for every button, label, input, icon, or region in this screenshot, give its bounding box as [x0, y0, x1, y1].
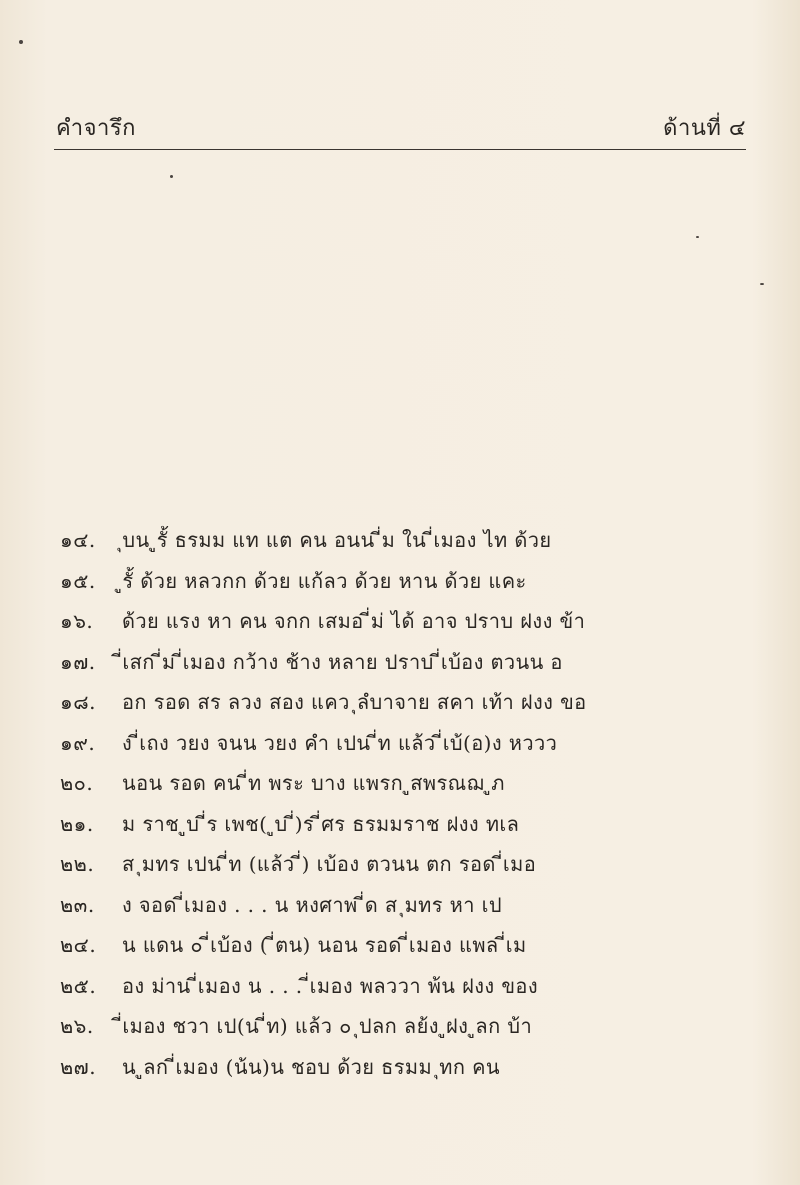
- line-number: ๒๒.: [60, 852, 95, 877]
- inscription-line: [60, 601, 760, 642]
- inscription-line: [60, 642, 760, 683]
- inscription-lines: [60, 520, 760, 1087]
- line-number: ๑๕.: [60, 568, 96, 593]
- page-header: [56, 110, 746, 150]
- inscription-line: [60, 520, 760, 561]
- line-number: ๒๐.: [60, 771, 94, 796]
- inscription-line: [60, 966, 760, 1007]
- line-text: ุบน ูรั้ ธรมม แท แต คน อนน ี่ม ใน ี่เมอง ไท ด้วย: [122, 528, 552, 553]
- ink-speck: [170, 175, 173, 178]
- inscription-line: [60, 844, 760, 885]
- line-text: น แดน ๐ ี่เบ้อง ( ี่ตน) นอน รอด ี่เมอง แพล ี่เม: [122, 933, 527, 958]
- line-number: ๒๖.: [60, 1014, 94, 1039]
- document-title: คำจารึก: [56, 116, 136, 141]
- inscription-line: [60, 682, 760, 723]
- line-text: ี่เมอง ชวา เป(น ี่ท) แล้ว ๐ ุปลก ลย้ง ูฝง ูลก บ้า: [122, 1014, 533, 1039]
- inscription-line: [60, 804, 760, 845]
- line-number: ๒๑.: [60, 811, 94, 836]
- line-text: ง ี่เถง วยง จนน วยง คำ เปน ี่ท แล้ว ี่เบ้(อ)ง หววว: [122, 730, 558, 755]
- inscription-line: [60, 1047, 760, 1088]
- line-text: อก รอด สร ลวง สอง แคว ุลํบาจาย สคา เท้า ฝงง ขอ: [122, 690, 587, 715]
- side-label: ด้านที่ ๔: [663, 116, 746, 141]
- line-text: น ูลก ี่เมอง (น้น)น ชอบ ด้วย ธรมม ุทก คน: [122, 1054, 500, 1079]
- line-number: ๒๔.: [60, 933, 97, 958]
- line-number: ๑๖.: [60, 609, 94, 634]
- inscription-line: [60, 885, 760, 926]
- line-number: ๒๗.: [60, 1054, 97, 1079]
- line-text: ี่เสก ี่ม ี่เมอง กว้าง ช้าง หลาย ปราบ ี่เบ้อง ตวนน อ: [122, 649, 563, 674]
- line-number: ๒๓.: [60, 892, 95, 917]
- line-text: ูรั้ ด้วย หลวกก ด้วย แก้ลว ด้วย หาน ด้วย แคะ: [122, 568, 527, 593]
- inscription-line: [60, 561, 760, 602]
- line-text: ง จอด ี่เมอง . . . น หงศาพ ี่ด ส ุมทร หา เป: [122, 892, 502, 917]
- ink-speck: [696, 236, 699, 238]
- inscription-line: [60, 723, 760, 764]
- line-text: ด้วย แรง หา คน จกก เสมอ ี่ม่ ได้ อาจ ปราบ ฝงง ข้า: [122, 609, 586, 634]
- line-number: ๑๔.: [60, 528, 96, 553]
- line-text: ม ราช ูบ ี่ร เพช( ูบ ี่)ร ี่ศร ธรมมราช ฝงง ทเล: [122, 811, 520, 836]
- inscription-line: [60, 763, 760, 804]
- ink-speck: [760, 283, 764, 285]
- line-text: นอน รอด คน ี่ท พระ บาง แพรก ูสพรณฌ ูภ: [122, 771, 505, 796]
- ink-speck: [19, 40, 23, 44]
- line-number: ๒๕.: [60, 973, 97, 998]
- line-number: ๑๙.: [60, 730, 96, 755]
- inscription-line: [60, 925, 760, 966]
- header-divider: [54, 149, 746, 150]
- line-text: ส ุมทร เปน ี่ท (แล้ว ี่) เบ้อง ตวนน ตก รอด ี่เมอ: [122, 852, 537, 877]
- line-number: ๑๘.: [60, 690, 96, 715]
- line-text: อง ม่าน ี่เมอง น . . . ี่เมอง พลววา พ้น ฝงง ของ: [122, 973, 538, 998]
- inscription-line: [60, 1006, 760, 1047]
- line-number: ๑๗.: [60, 649, 96, 674]
